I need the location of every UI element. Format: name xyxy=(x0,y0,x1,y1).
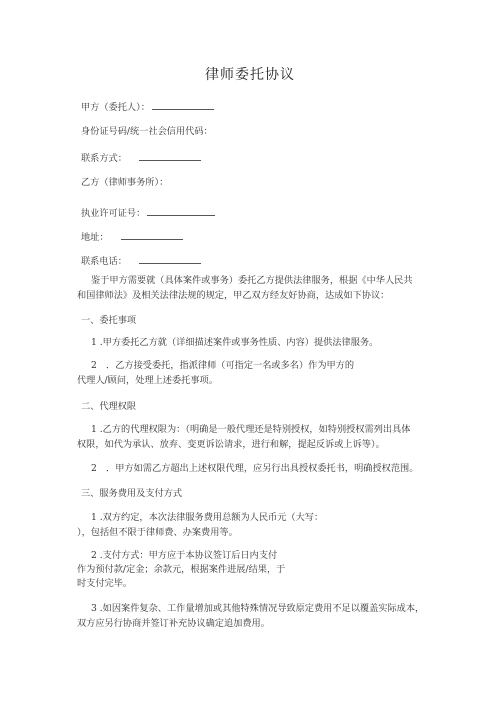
section-1-item-1: 1 .甲方委托乙方就（详细描述案件或事务性质、内容）提供法律服务。 xyxy=(91,337,379,348)
id-number-line xyxy=(81,126,213,138)
contact-a-line xyxy=(81,151,201,165)
preamble-line-2: 和国律师法》及相关法律法规的规定，甲乙双方经友好协商，达成如下协议： xyxy=(77,290,390,301)
section-3-item-2-line-2: 作为预付款/定金；余款元，根据案件进展/结果，于 xyxy=(77,564,286,575)
address-blank[interactable] xyxy=(121,230,183,240)
section-3-item-1-line-1: 1 .双方约定，本次法律服务费用总额为人民币元（大写： xyxy=(91,512,324,523)
party-a-line xyxy=(81,100,214,114)
id-number-label: 身份证号码/统一社会信用代码： xyxy=(81,126,213,137)
license-blank[interactable] xyxy=(147,206,215,216)
license-line xyxy=(81,206,215,220)
section-1-item-2-line-2: 代理人/顾问，处理上述委托事项。 xyxy=(77,375,218,386)
phone-label: 联系电话： xyxy=(81,256,127,267)
address-label: 地址： xyxy=(81,232,109,243)
section-2-item-1-line-2: 权限，如代为承认、放弃、变更诉讼请求，进行和解，提起反诉或上诉等）。 xyxy=(77,439,385,450)
phone-blank[interactable] xyxy=(139,254,201,264)
section-2-item-2: 2 ．甲方如需乙方超出上述权限代理，应另行出具授权委托书，明确授权范围。 xyxy=(91,463,419,474)
document-title: 律师委托协议 xyxy=(205,67,295,83)
party-b-label: 乙方（律师事务所）： xyxy=(81,177,169,188)
address-line xyxy=(81,230,183,244)
preamble-line-1: 鉴于甲方需要就（具体案件或事务）委托乙方提供法律服务，根据《中华人民共 xyxy=(91,275,413,286)
section-3-item-2-line-3: 时支付完毕。 xyxy=(77,578,133,589)
section-3-item-3-line-2: 双方应另行协商并签订补充协议确定追加费用。 xyxy=(77,618,270,629)
section-3-item-1-line-2: ），包括但不限于律师费、办案费用等。 xyxy=(77,527,238,538)
license-label: 执业许可证号： xyxy=(81,208,146,219)
party-b-line xyxy=(81,177,168,189)
section-1-item-2-line-1: 2 ．乙方接受委托，指派律师（可指定一名或多名）作为甲方的 xyxy=(91,360,355,371)
contact-a-blank[interactable] xyxy=(139,151,201,161)
party-a-blank[interactable] xyxy=(152,100,214,110)
section-1-heading: 一、委托事项 xyxy=(81,315,137,326)
section-2-heading: 二、代理权限 xyxy=(81,401,137,412)
section-3-item-3-line-1: 3 .如因案件复杂、工作量增加或其他特殊情况导致原定费用不足以覆盖实际成本， xyxy=(91,603,425,614)
phone-line xyxy=(81,254,201,268)
party-a-label: 甲方（委托人）： xyxy=(81,102,150,113)
section-3-item-2-line-1: 2 .支付方式：甲方应于本协议签订后日内支付 xyxy=(91,550,278,561)
section-2-item-1-line-1: 1 .乙方的代理权限为：（明确是一般代理还是特别授权，如特别授权需列出具体 xyxy=(91,424,411,435)
section-3-heading: 三、服务费用及支付方式 xyxy=(81,488,183,499)
contact-a-label: 联系方式： xyxy=(81,153,127,164)
